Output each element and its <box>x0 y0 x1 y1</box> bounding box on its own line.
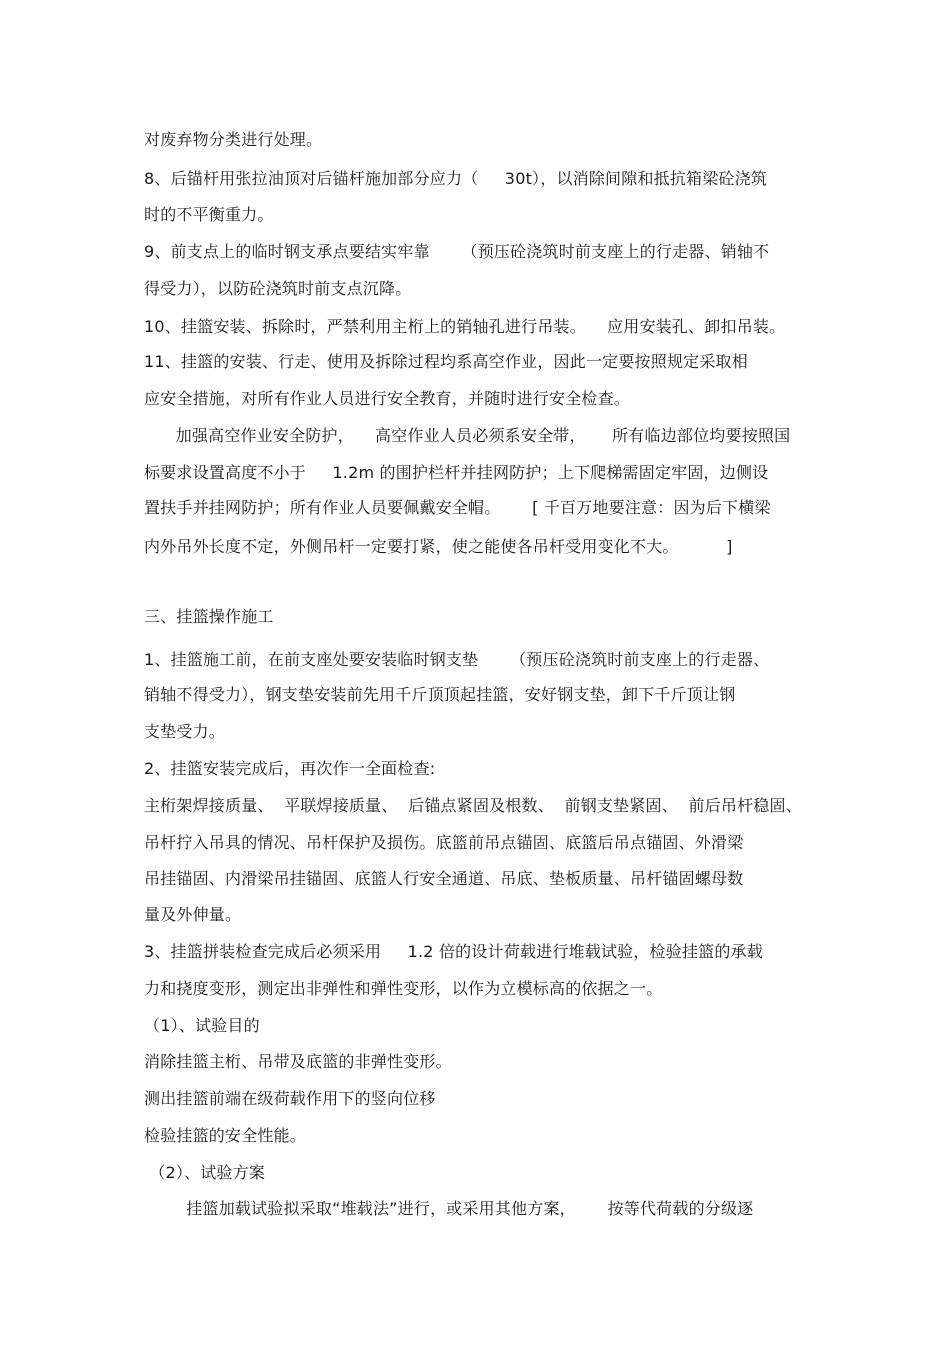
text-line: 2、挂篮安装完成后，再次作一全面检查: <box>144 759 436 778</box>
text-line: 对废弃物分类进行处理。 <box>144 130 323 149</box>
text-line: 支垫受力。 <box>144 722 226 741</box>
text-line: 检验挂篮的安全性能。 <box>144 1126 307 1145</box>
text-line: 内外吊外长度不定，外侧吊杆一定要打紧，使之能使各吊杆受用变化不大。 ] <box>144 537 733 556</box>
text-line: 10、挂篮安装、拆除时，严禁利用主桁上的销轴孔进行吊装。 应用安装孔、卸扣吊装。 <box>144 317 786 336</box>
text-line: 应安全措施，对所有作业人员进行安全教育，并随时进行安全检查。 <box>144 389 631 408</box>
text-line: 量及外伸量。 <box>144 905 242 924</box>
text-line: 吊挂锚固、内滑梁吊挂锚固、底篮人行安全通道、吊底、垫板质量、吊杆锚固螺母数 <box>144 869 744 888</box>
text-line: 3、挂篮拼装检查完成后必须采用 1.2 倍的设计荷载进行堆载试验，检验挂篮的承载 <box>144 942 763 961</box>
text-line: 吊杆拧入吊具的情况、吊杆保护及损伤。底篮前吊点锚固、底篮后吊点锚固、外滑梁 <box>144 833 744 852</box>
subsection-heading: （1）、试验目的 <box>144 1016 260 1035</box>
section-heading: 三、挂篮操作施工 <box>144 607 274 626</box>
text-line: 1、挂篮施工前，在前支座处要安装临时钢支垫 （预压砼浇筑时前支座上的行走器、 <box>144 650 770 669</box>
text-line: 挂篮加载试验拟采取“堆载法”进行，或采用其他方案， 按等代荷载的分级逐 <box>144 1199 754 1218</box>
text-line: 标要求设置高度不小于 1.2m 的围护栏杆并挂网防护；上下爬梯需固定牢固，边侧设 <box>144 463 769 482</box>
text-line: 加强高空作业安全防护， 高空作业人员必须系安全带， 所有临边部位均要按照国 <box>144 426 791 445</box>
text-line: 9、前支点上的临时钢支承点要结实牢靠 （预压砼浇筑时前支座上的行走器、销轴不 <box>144 242 770 261</box>
text-line: 消除挂篮主桁、吊带及底篮的非弹性变形。 <box>144 1052 452 1071</box>
text-line: 力和挠度变形，测定出非弹性和弹性变形，以作为立模标高的依据之一。 <box>144 979 663 998</box>
text-line: 时的不平衡重力。 <box>144 205 274 224</box>
text-line: 销轴不得受力），钢支垫安装前先用千斤顶顶起挂篮，安好钢支垫，卸下千斤顶让钢 <box>144 685 736 704</box>
text-line: 置扶手并挂网防护；所有作业人员要佩戴安全帽。 [ 千百万地要注意：因为后下横梁 <box>144 498 771 517</box>
text-line: 8、后锚杆用张拉油顶对后锚杆施加部分应力（ 30t），以消除间隙和抵抗箱梁砼浇筑 <box>144 169 768 188</box>
text-line: 11、挂篮的安装、行走、使用及拆除过程均系高空作业，因此一定要按照规定采取相 <box>144 352 748 371</box>
subsection-heading: （2）、试验方案 <box>144 1163 266 1182</box>
text-line: 得受力），以防砼浇筑时前支点沉降。 <box>144 279 412 298</box>
text-line: 主桁架焊接质量、 平联焊接质量、 后锚点紧固及根数、 前钢支垫紧固、 前后吊杆稳固、 <box>144 796 802 815</box>
text-line: 测出挂篮前端在级荷载作用下的竖向位移 <box>144 1089 436 1108</box>
